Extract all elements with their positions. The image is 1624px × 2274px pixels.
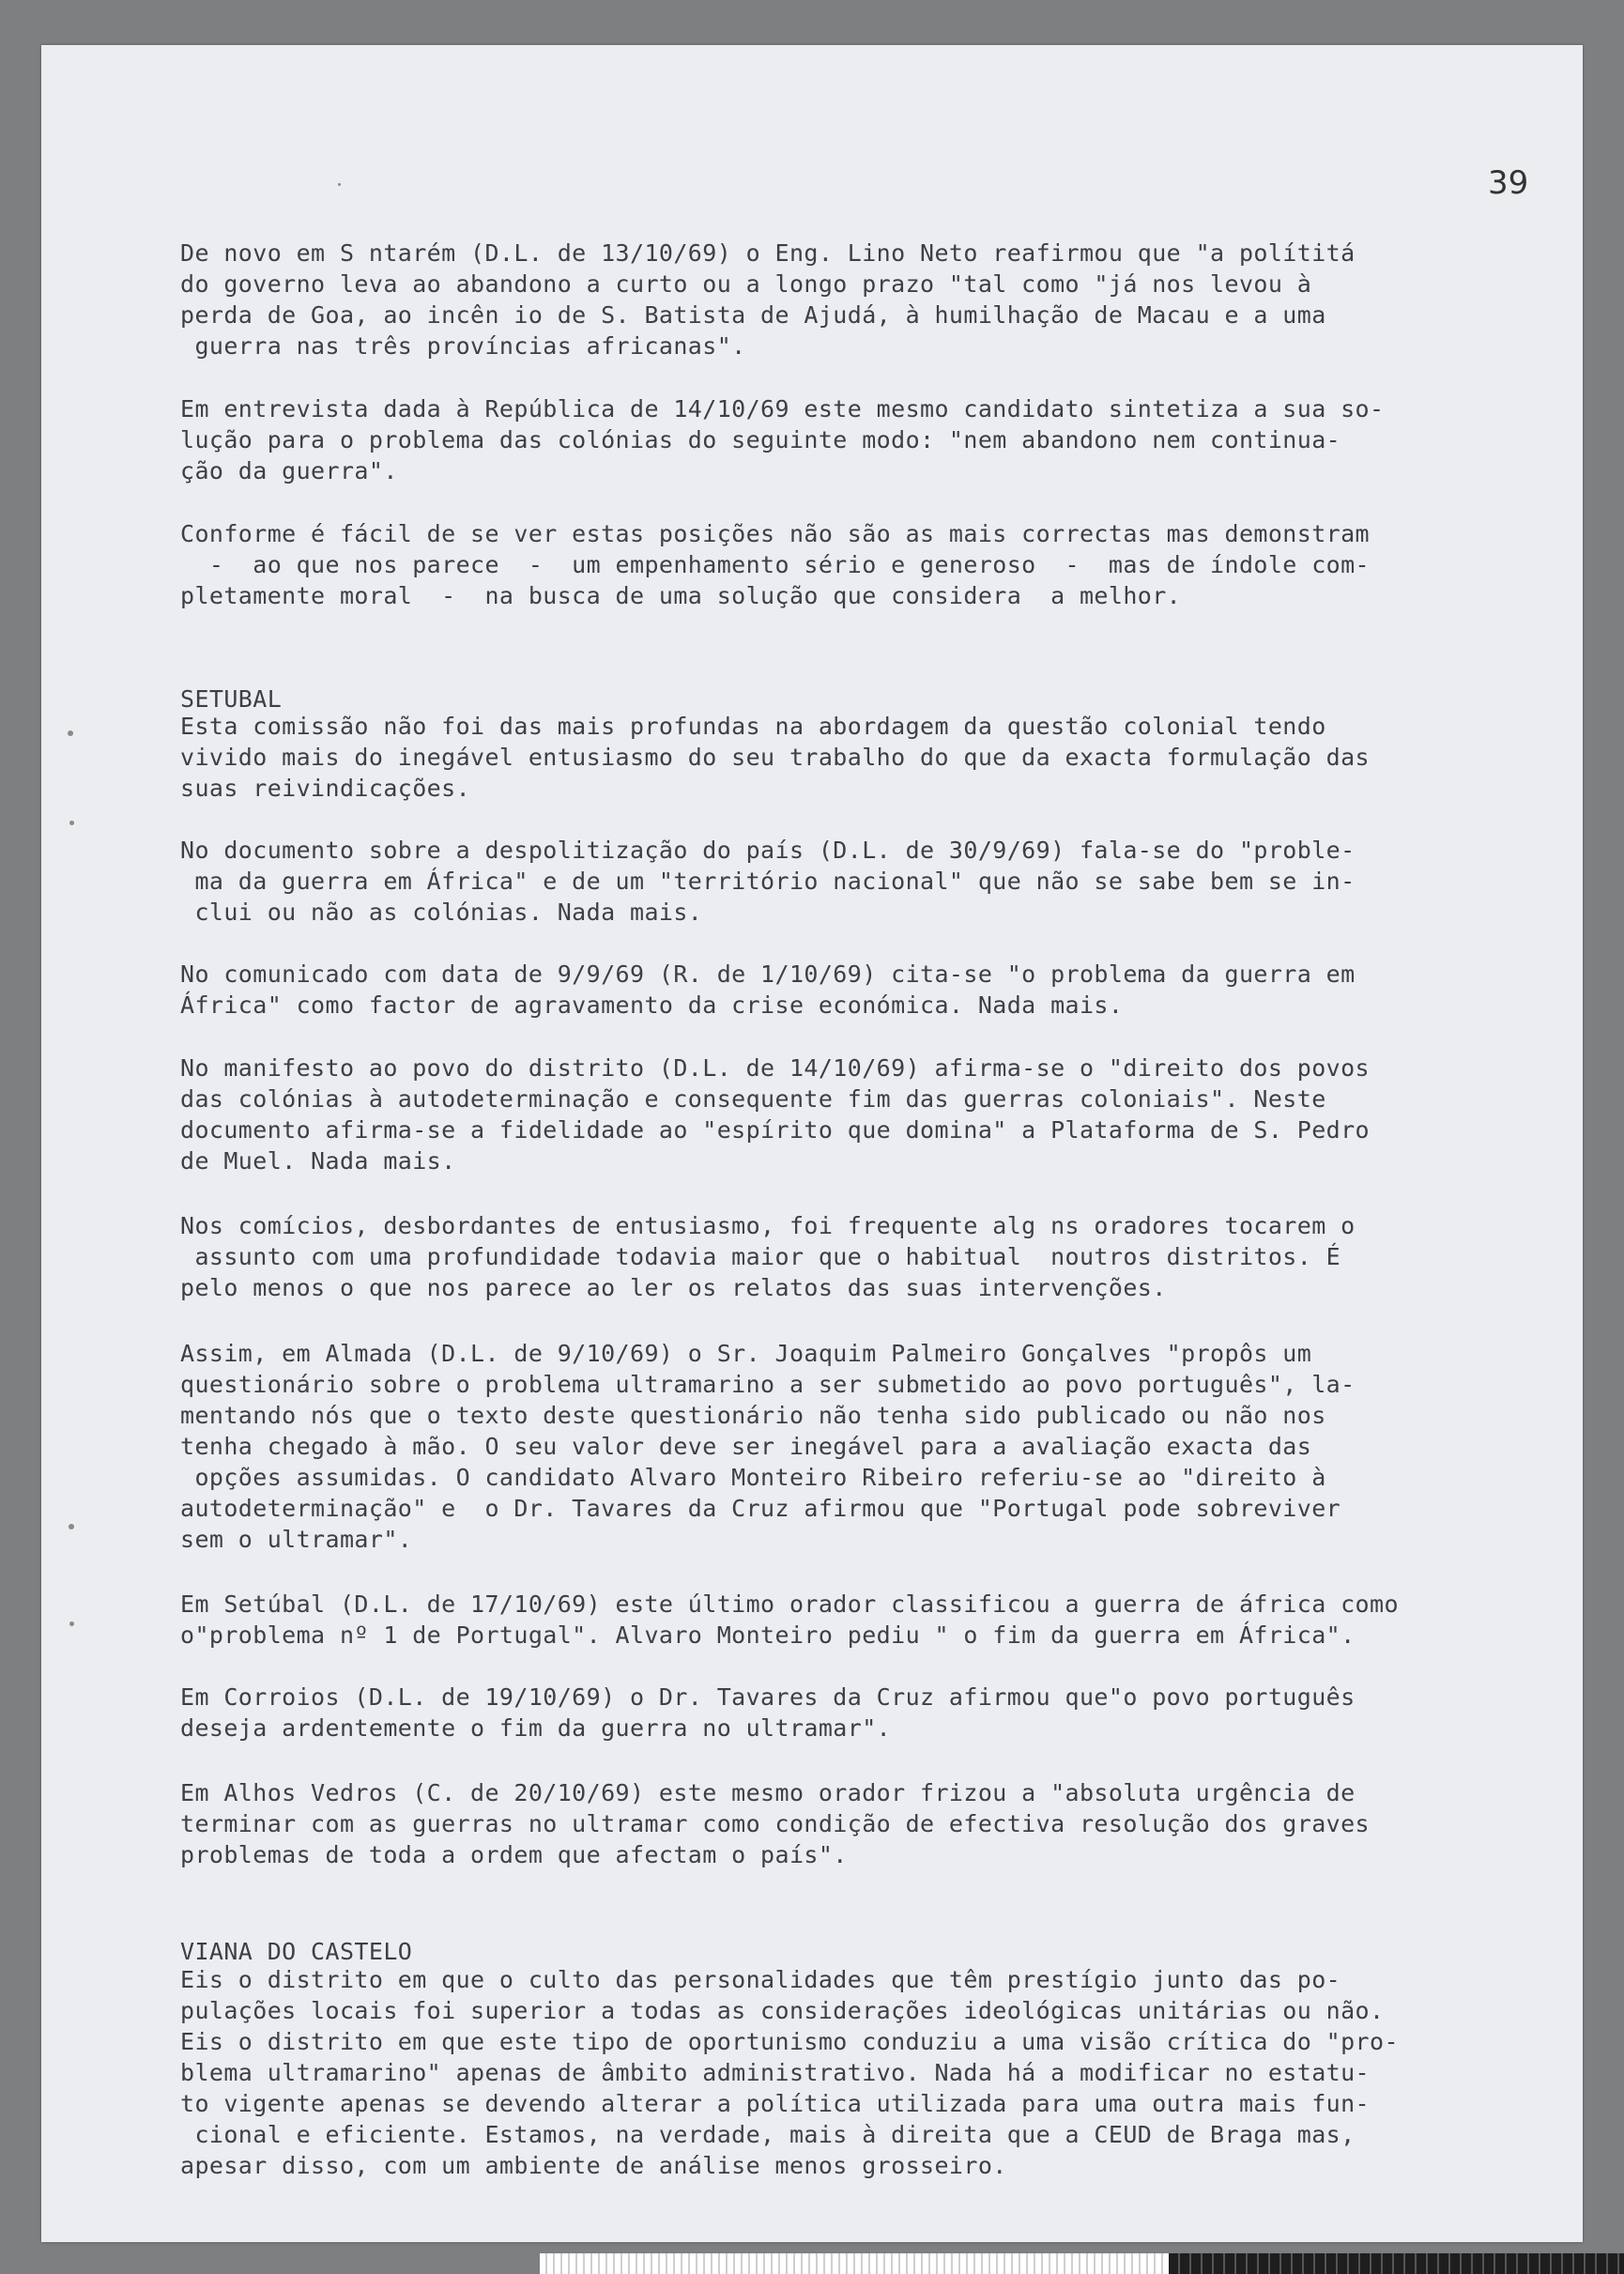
paper-speck [69, 821, 74, 825]
paper-speck [338, 183, 341, 186]
paragraph-entrevista: Em entrevista dada à República de 14/10/69 este mesmo candidato sintetiza a sua so- lução para o problema das colónias do seguinte modo: "nem abandono nem continua- ção da guerra". [180, 395, 1385, 484]
paper-speck [69, 1524, 74, 1529]
paper-speck [69, 1621, 74, 1626]
paragraph-conforme: Conforme é fácil de se ver estas posições não são as mais correctas mas demonstram - ao que nos parece - um empenhamento sério e generoso - mas de índole com- pletamente moral - na busca de uma solução que considera a melhor. [180, 520, 1371, 609]
paragraph-manifesto: No manifesto ao povo do distrito (D.L. de 14/10/69) afirma-se o "direito dos povos das colónias à autodeterminação e consequente fim das guerras coloniais". Neste documento afirma-se a fidelidade ao "espírito que domina" a Plataforma de S. Pedro de Muel. Nada mais. [180, 1054, 1371, 1175]
paragraph-santarem: De novo em S ntarém (D.L. de 13/10/69) o Eng. Lino Neto reafirmou que "a polítitá do governo leva ao abandono a curto ou a longo prazo "tal como "já nos levou à perda de Goa, ao incên io de S. Batista de Ajudá, à humilhação de Macau e a uma guerra nas três províncias africanas". [180, 239, 1356, 360]
paragraph-documento: No documento sobre a despolitização do país (D.L. de 30/9/69) fala-se do "proble- ma da guerra em África" e de um "território nacional" que não se sabe bem se in- clui ou não as colónias. Nada mais. [180, 837, 1356, 926]
paragraph-corroios: Em Corroios (D.L. de 19/10/69) o Dr. Tavares da Cruz afirmou que"o povo português deseja ardentemente o fim da guerra no ultramar". [180, 1683, 1356, 1742]
section-heading-viana: VIANA DO CASTELO [180, 1938, 413, 1965]
paper-speck [68, 730, 73, 736]
paragraph-setubal-orador: Em Setúbal (D.L. de 17/10/69) este último orador classificou a guerra de áfrica como o"problema nº 1 de Portugal". Alvaro Monteiro pediu " o fim da guerra em África". [180, 1590, 1399, 1649]
paragraph-almada: Assim, em Almada (D.L. de 9/10/69) o Sr. Joaquim Palmeiro Gonçalves "propôs um questionário sobre o problema ultramarino a ser submetido ao povo português", la- mentando nós que o texto deste questionário não tenha sido publicado ou não nos tenha chegado à mão. O seu valor deve ser inegável para a avaliação exacta das opções assumidas. O candidato Alvaro Monteiro Ribeiro referiu-se ao "direito à autodeterminação" e o Dr. Tavares da Cruz afirmou que "Portugal pode sobreviver sem o ultramar". [180, 1340, 1356, 1553]
section-heading-setubal: SETUBAL [180, 685, 283, 713]
paragraph-comunicado: No comunicado com data de 9/9/69 (R. de 1/10/69) cita-se "o problema da guerra em África" como factor de agravamento da crise económica. Nada mais. [180, 960, 1356, 1019]
paragraph-viana: Eis o distrito em que o culto das personalidades que têm prestígio junto das po- pulações locais foi superior a todas as considerações ideológicas unitárias ou não. Eis o distrito em que este tipo de oportunismo conduziu a uma visão crítica do "pro- blema ultramarino" apenas de âmbito administrativo. Nada há a modificar no estatu- to vigente apenas se devendo alterar a política utilizada para uma outra mais fun- cional e eficiente. Estamos, na verdade, mais à direita que a CEUD de Braga mas, apesar disso, com um ambiente de análise menos grosseiro. [180, 1966, 1399, 2179]
scan-scale-bar-dark [1169, 2253, 1624, 2274]
paragraph-setubal-intro: Esta comissão não foi das mais profundas na abordagem da questão colonial tendo vivido mais do inegável entusiasmo do seu trabalho do que da exacta formulação das suas reivindicações. [180, 713, 1371, 802]
paragraph-alhos-vedros: Em Alhos Vedros (C. de 20/10/69) este mesmo orador frizou a "absoluta urgência de terminar com as guerras no ultramar como condição de efectiva resolução dos graves problemas de toda a ordem que afectam o país". [180, 1779, 1371, 1868]
paragraph-comicios: Nos comícios, desbordantes de entusiasmo, foi frequente alg ns oradores tocarem o assunto com uma profundidade todavia maior que o habitual noutros distritos. É pelo menos o que nos parece ao ler os relatos das suas intervenções. [180, 1212, 1356, 1301]
page-number: 39 [1488, 164, 1529, 202]
